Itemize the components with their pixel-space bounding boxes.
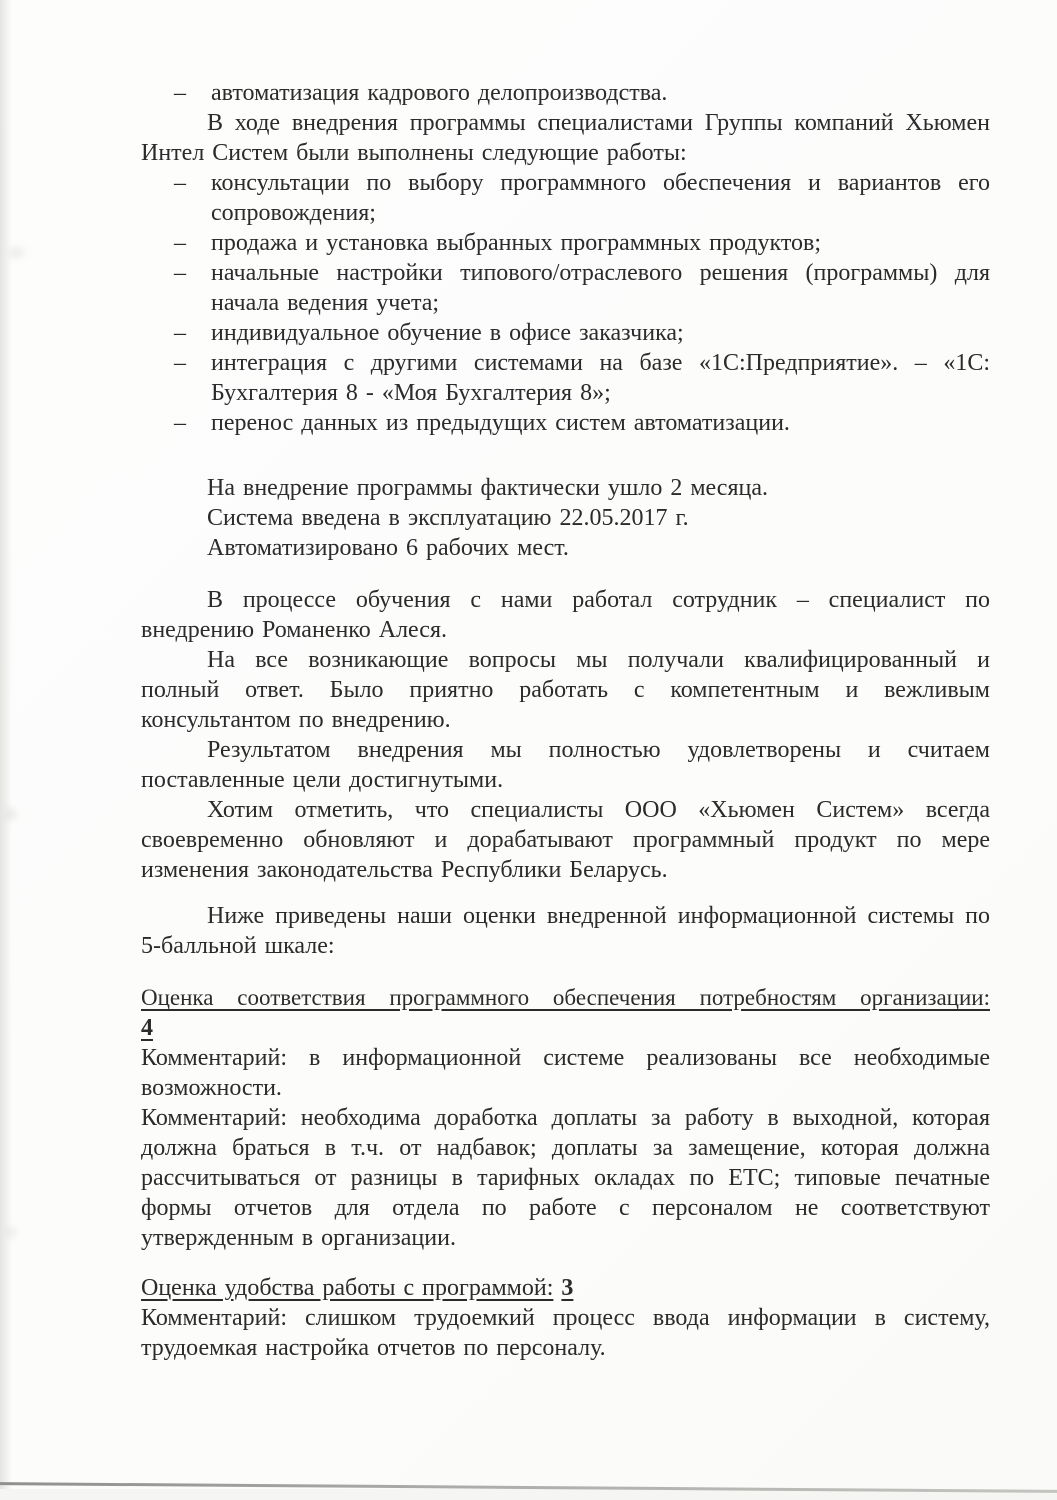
lead-list-item <box>141 78 990 108</box>
rating-heading <box>141 1273 990 1303</box>
rating-block-2 <box>141 1273 990 1363</box>
body-paragraph: Хотим отметить, что специалисты ООО «Хьюмен Систем» всегда своевременно обновляют и дорабатывают программный продукт по мере изменения законодательства Республики Беларусь. <box>141 797 990 883</box>
intro-paragraph: В ходе внедрения программы специалистами Группы компаний Хьюмен Интел Систем были выполнены следующие работы: <box>141 110 990 166</box>
list-item <box>141 258 990 318</box>
scan-smudge <box>8 248 24 257</box>
list-item <box>141 168 990 228</box>
rating-score: 4 <box>141 1015 153 1041</box>
list-item-text: начальные настройки типового/отраслевого решения (программы) для начала ведения учета; <box>211 260 990 316</box>
list-item-text: перенос данных из предыдущих систем автоматизации. <box>211 410 790 436</box>
dash-marker: – <box>174 320 186 346</box>
dash-marker: – <box>174 260 186 286</box>
rating-heading-text: Оценка удобства работы с программой: <box>141 1275 554 1301</box>
works-list <box>141 168 990 438</box>
list-item-text: интеграция с другими системами на базе «1С:Предприятие». – «1С: Бухгалтерия 8 - «Моя Бухгалтерия 8»; <box>211 350 990 406</box>
ratings-intro: Ниже приведены наши оценки внедренной информационной системы по 5-балльной шкале: <box>141 903 990 959</box>
facts-block <box>141 473 990 563</box>
rating-comment: Комментарий: в информационной системе реализованы все необходимые возможности. <box>141 1045 990 1101</box>
list-item <box>141 228 990 258</box>
dash-marker: – <box>174 80 186 106</box>
scan-smudge <box>2 808 16 820</box>
lead-list-item-text: автоматизация кадрового делопроизводства. <box>211 80 668 106</box>
list-item-text: продажа и установка выбранных программных продуктов; <box>211 230 821 256</box>
fact-line: На внедрение программы фактически ушло 2 месяца. <box>207 475 768 501</box>
dash-marker: – <box>174 230 186 256</box>
body-paragraphs <box>141 585 990 885</box>
rating-comment: Комментарий: необходима доработка доплаты за работу в выходной, которая должна браться в т.ч. от надбавок; доплаты за замещение, которая должна рассчитываться от разницы в тарифных окладах по ЕТС; типовые печатные формы отчетов для отдела по работе с персоналом не соответствуют утвержденным в организации. <box>141 1105 990 1251</box>
list-item <box>141 318 990 348</box>
dash-marker: – <box>174 350 186 376</box>
fact-line: Система введена в эксплуатацию 22.05.2017 г. <box>207 505 689 531</box>
dash-marker: – <box>174 410 186 436</box>
document-content <box>141 78 990 1363</box>
list-item <box>141 408 990 438</box>
rating-block-1 <box>141 983 990 1253</box>
rating-score: 3 <box>561 1275 574 1301</box>
list-item <box>141 348 990 408</box>
dash-marker: – <box>174 170 186 196</box>
list-item-text: консультации по выбору программного обеспечения и вариантов его сопровождения; <box>211 170 990 226</box>
fact-line: Автоматизировано 6 рабочих мест. <box>207 535 569 561</box>
body-paragraph: На все возникающие вопросы мы получали квалифицированный и полный ответ. Было приятно работать с компетентным и вежливым консультантом по внедрению. <box>141 647 990 733</box>
rating-heading: Оценка соответствия программного обеспечения потребностям организации: <box>141 985 990 1010</box>
body-paragraph: В процессе обучения с нами работал сотрудник – специалист по внедрению Романенко Алеся. <box>141 587 990 643</box>
rating-comment: Комментарий: слишком трудоемкий процесс ввода информации в систему, трудоемкая настройка отчетов по персоналу. <box>141 1305 990 1361</box>
body-paragraph: Результатом внедрения мы полностью удовлетворены и считаем поставленные цели достигнутыми. <box>141 737 990 793</box>
scan-smudge <box>4 1228 16 1237</box>
list-item-text: индивидуальное обучение в офисе заказчика; <box>211 320 684 346</box>
